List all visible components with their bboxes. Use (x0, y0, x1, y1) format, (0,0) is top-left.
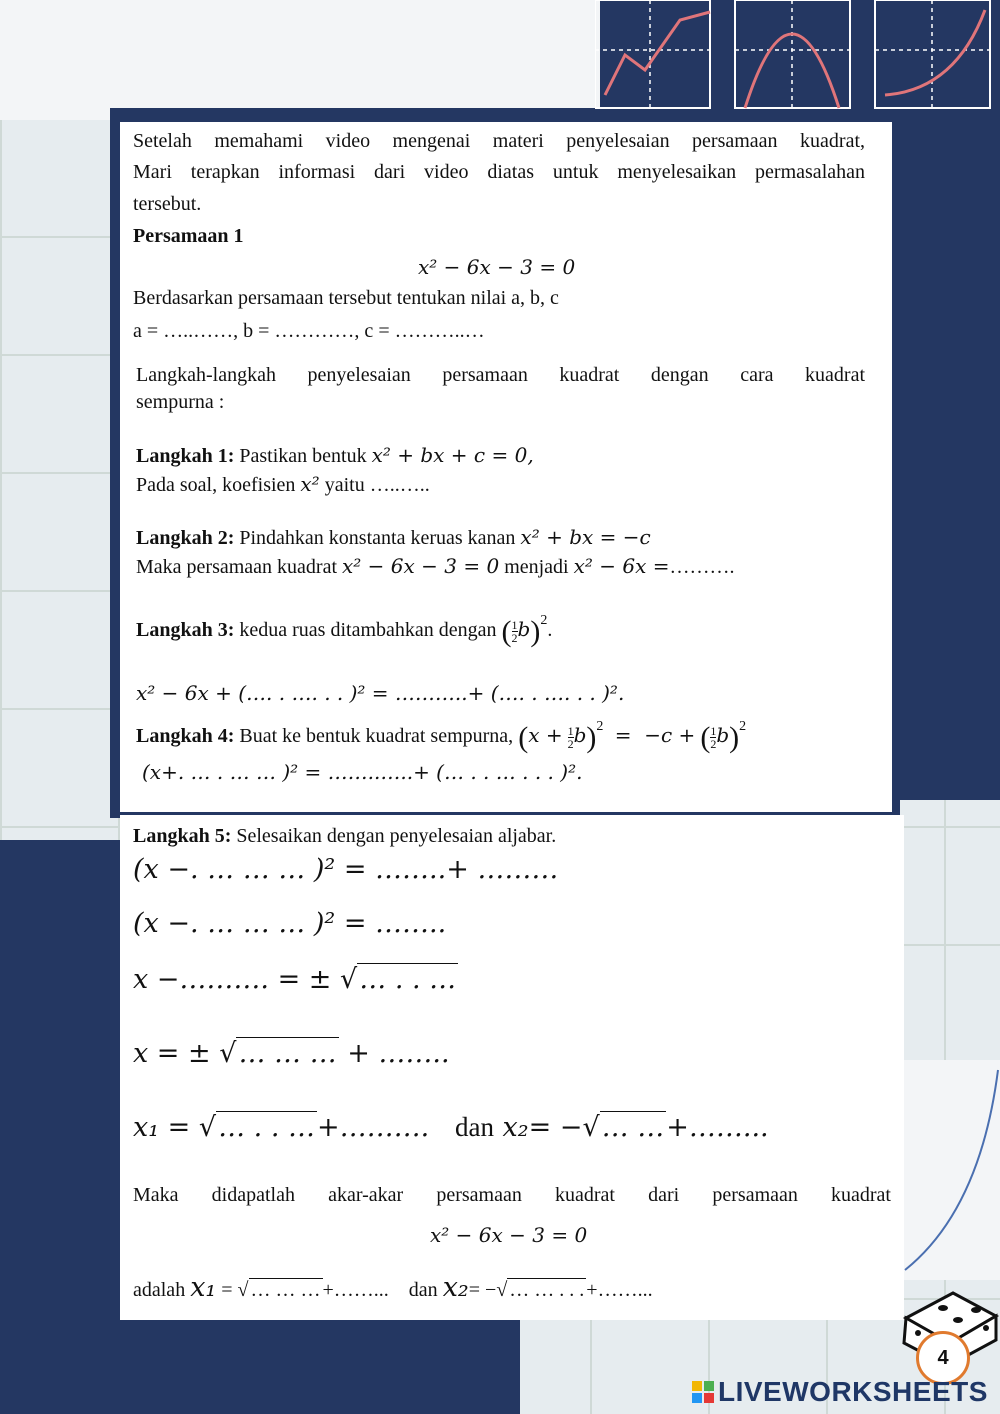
brand-mark-icon (692, 1381, 714, 1403)
step-4-label: Langkah 4: (136, 725, 235, 748)
conclusion-equation: x² − 6x − 3 = 0 (430, 1223, 588, 1247)
step-4-line-2[interactable]: (x+. … . … … )² = ……..…..+ (… . . … . . . )². (142, 760, 583, 784)
step-3-label: Langkah 3: (136, 619, 235, 642)
page-number: 4 (937, 1346, 949, 1369)
main-equation: x² − 6x − 3 = 0 (418, 255, 576, 279)
langkah-intro-1: Langkah-langkah penyelesaian persamaan kuadrat dengan cara kuadrat (136, 364, 865, 386)
algebra-line-3[interactable]: x −………. = ± √… . . … (133, 964, 457, 995)
graph-thumbnails (595, 0, 995, 112)
step-2-label: Langkah 2: (136, 527, 235, 549)
step-5-label: Langkah 5: (133, 825, 232, 847)
algebra-line-1[interactable]: (x −. … … … )² = ……..+ ……… (133, 854, 559, 885)
step-2-blank[interactable]: ………. (669, 556, 735, 578)
algebra-line-5[interactable]: x₁ = √… . . …+………. dan x₂= −√… …+……... (133, 1112, 769, 1143)
tentukan-text: Berdasarkan persamaan tersebut tentukan nilai a, b, c (133, 287, 559, 309)
intro-line-1: Setelah memahami video mengenai materi penyelesaian persamaan kuadrat, (133, 130, 865, 152)
step-1-blank[interactable]: yaitu …..….. (324, 474, 430, 496)
step-3-line-2[interactable]: x² − 6x + (…. . …. . . )² = ………..+ (…. . …. . . )². (136, 681, 625, 705)
step-1-line-1: Langkah 1: Pastikan bentuk x² + bx + c = 0, (136, 443, 534, 467)
step-1-line-2: Pada soal, koefisien x² yaitu …..….. (136, 472, 430, 496)
answer-line[interactable]: adalah x₁ = √ … … … +……... dan x₂= −√ … … . . . +……... (133, 1272, 653, 1303)
langkah-intro-2: sempurna : (136, 391, 225, 413)
step-5-line: Langkah 5: Selesaikan dengan penyelesaian aljabar. (133, 825, 557, 847)
intro-line-2: Mari terapkan informasi dari video diatas untuk menyelesaikan permasalahan (133, 161, 865, 183)
brand-name: LIVEWORKSHEETS (718, 1376, 988, 1407)
abc-blanks[interactable]: a = …..……, b = …………, c = ………..… (133, 320, 485, 342)
conclusion-text: Maka didapatlah akar-akar persamaan kuadrat dari persamaan kuadrat (133, 1184, 891, 1206)
step-2-line-1: Langkah 2: Pindahkan konstanta keruas kanan x² + bx = −c (136, 525, 651, 549)
intro-line-3: tersebut. (133, 193, 202, 215)
step-2-line-2: Maka persamaan kuadrat x² − 6x − 3 = 0 menjadi x² − 6x =………. (136, 554, 735, 578)
step-1-label: Langkah 1: (136, 445, 235, 467)
algebra-line-2[interactable]: (x −. … … … )² = …….. (133, 908, 447, 939)
step-3-line-1: Langkah 3: kedua ruas ditambahkan dengan ( $\frac{1}{2}$ b)$^2$. (136, 613, 553, 648)
persamaan-title: Persamaan 1 (133, 225, 244, 247)
step-4-line-1: Langkah 4: Buat ke bentuk kuadrat sempurna, (x + $\frac{1}{2}$ b)$^2$ = −c + ( $\frac{1}{2}$ b)$^2$ (136, 719, 747, 754)
algebra-line-4[interactable]: x = ± √… … … + …….. (133, 1038, 450, 1069)
decor-curve (900, 1060, 1000, 1280)
brand-logo (692, 1376, 988, 1408)
torn-paper-top (0, 0, 600, 120)
